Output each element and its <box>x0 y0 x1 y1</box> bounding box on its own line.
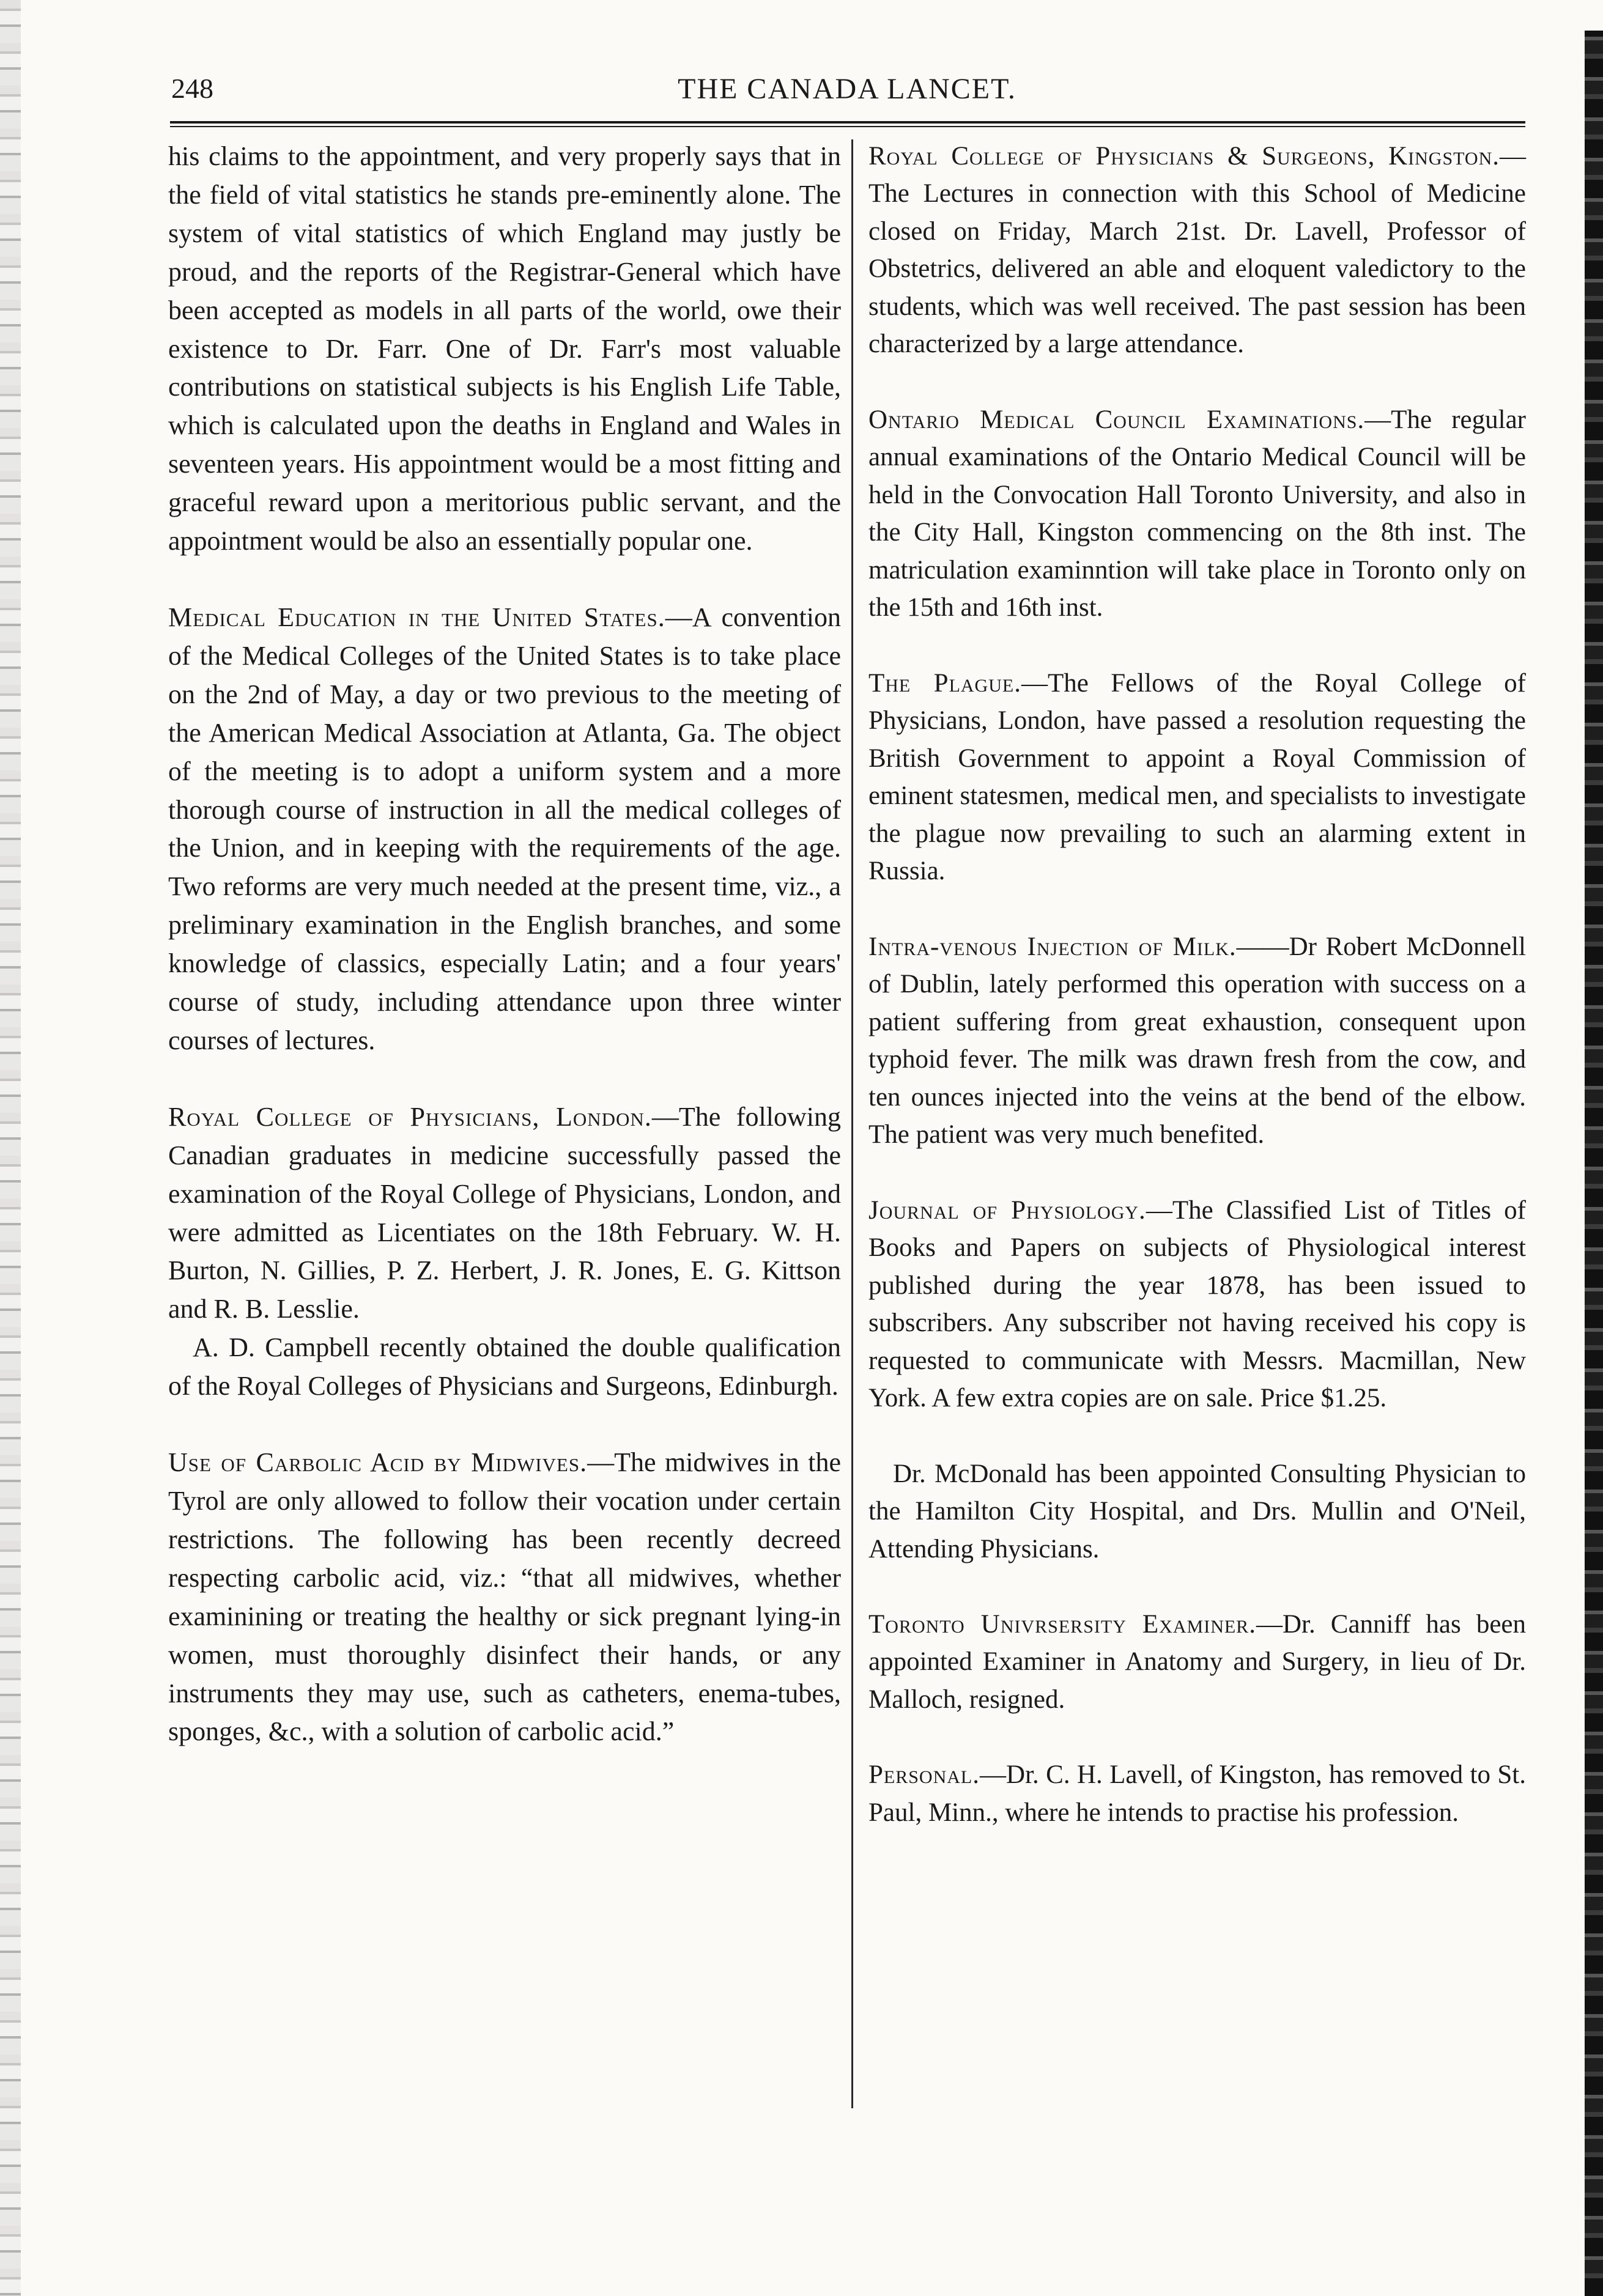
article-body: —The Lectures in connection with this School of Medicine closed on Friday, March 21st. Dr. Lavell, Professor of Obstetrics, delivered an able and eloquent valedictory to the students, which was well received. The past session has been characterized by a large attendance. <box>868 142 1526 359</box>
column-divider <box>851 139 853 2108</box>
article-body: —The regular annual examinations of the Ontario Medical Council will be held in the Convocation Hall Toronto University, and also in the City Hall, Kingston commencing on the 8th inst. The matriculation examinntion will take place in Toronto only on the 15th and 16th inst. <box>868 405 1526 622</box>
running-header <box>171 72 1523 115</box>
article-body: —A convention of the Medical Colleges of the United States is to take place on the 2nd of May, a day or two previous to the meeting of the American Medical Association at Atlanta, Ga. The object of the meeting is to adopt a uniform system and a more thorough course of instruction in all the medical colleges of the Union, and in keeping with the requirements of the age. Two reforms are very much needed at the present time, viz., a preliminary examination in the English branches, and some knowledge of classics, especially Latin; and a four years' course of study, including attendance upon three winter courses of lectures. <box>168 602 841 1055</box>
article-heading: Personal. <box>868 1760 980 1790</box>
article-heading: Ontario Medical Council Examinations. <box>868 405 1365 434</box>
paragraph <box>868 1606 1526 1718</box>
article-body: —Dr. Canniff has been appointed Examiner in Anatomy and Surgery, in lieu of Dr. Malloch, resigned. <box>868 1609 1526 1714</box>
article-royal-college-kingston <box>868 138 1526 363</box>
scan-corner <box>1523 0 1603 31</box>
paragraph <box>868 1192 1526 1417</box>
paragraph <box>868 138 1526 363</box>
paragraph <box>168 1444 841 1751</box>
article-heading: Royal College of Physicians, London. <box>168 1101 652 1132</box>
article-body: —The midwives in the Tyrol are only allowed to follow their vocation under certain restrictions. The following has been recently decreed respecting carbolic acid, viz.: “that all midwives, whether examinining or treating the healthy or sick pregnant lying-in women, must thoroughly disinfect their hands, or any instruments they may use, such as catheters, enema-tubes, sponges, &c., with a solution of carbolic acid.” <box>168 1447 841 1747</box>
article-heading: Use of Carbolic Acid by Midwives. <box>168 1447 588 1478</box>
article-heading: Toronto Univrsersity Examiner. <box>868 1609 1256 1639</box>
paragraph <box>868 401 1526 627</box>
article-personal <box>868 1756 1526 1831</box>
paragraph: his claims to the appointment, and very properly says that in the field of vital statistics he stands pre-eminently alone. The system of vital statistics of which England may justly be proud, and the reports of the Registrar-General which have been accepted as models in all parts of the world, owe their existence to Dr. Farr. One of Dr. Farr's most valuable contributions on statistical subjects is his English Life Table, which is calculated upon the deaths in England and Wales in seventeen years. His appointment would be a most fitting and graceful reward upon a meritorious public servant, and the appointment would be also an essentially popular one. <box>168 141 841 556</box>
header-rule-thin <box>170 126 1525 127</box>
header-rule <box>170 121 1525 124</box>
paragraph: A. D. Campbell recently obtained the double qualification of the Royal Colleges of Physicians and Surgeons, Edinburgh. <box>168 1332 841 1401</box>
article-medical-education <box>168 599 841 1060</box>
article-farr-continued <box>168 138 841 561</box>
article-journal-physiology <box>868 1192 1526 1417</box>
left-column <box>168 138 841 1789</box>
article-royal-college-london <box>168 1098 841 1406</box>
paragraph <box>168 1098 841 1329</box>
paragraph <box>168 599 841 1060</box>
article-ontario-council <box>868 401 1526 627</box>
article-heading: Royal College of Physicians & Surgeons, Kingston. <box>868 142 1500 171</box>
article-heading: Journal of Physiology. <box>868 1195 1146 1225</box>
paragraph: Dr. McDonald has been appointed Consulting Physician to the Hamilton City Hospital, and Drs. Mullin and O'Neil, Attending Physicians. <box>868 1459 1526 1563</box>
article-milk-injection <box>868 928 1526 1154</box>
article-plague <box>868 665 1526 890</box>
right-column <box>868 138 1526 1869</box>
article-body: —The Fellows of the Royal College of Physicians, London, have passed a resolution requesting the British Government to appoint a Royal Commission of eminent statesmen, medical men, and specialists to investigate the plague now prevailing to such an alarming extent in Russia. <box>868 668 1526 886</box>
scan-right-edge <box>1585 0 1603 2296</box>
paragraph <box>868 928 1526 1154</box>
article-body: —The Classified List of Titles of Books and Papers on subjects of Physiological interest published during the year 1878, has been issued to subscribers. Any subscriber not having received his copy is requested to communicate with Messrs. Macmillan, New York. A few extra copies are on sale. Price $1.25. <box>868 1195 1527 1413</box>
article-heading: The Plague. <box>868 668 1021 698</box>
article-body: —Dr. C. H. Lavell, of Kingston, has removed to St. Paul, Minn., where he intends to practise his profession. <box>868 1760 1526 1827</box>
article-heading: Medical Education in the United States. <box>168 602 665 632</box>
article-body: ——Dr Robert McDonnell of Dublin, lately performed this operation with success on a patient suffering from great exhaustion, consequent upon typhoid fever. The milk was drawn fresh from the cow, and ten ounces injected into the veins at the bend of the elbow. The patient was very much benefited. <box>868 932 1526 1150</box>
article-carbolic-acid <box>168 1444 841 1751</box>
article-mcdonald <box>868 1455 1526 1568</box>
scan-left-edge <box>0 0 21 2296</box>
journal-title: THE CANADA LANCET. <box>678 73 1016 105</box>
page-number: 248 <box>171 73 213 104</box>
article-heading: Intra-venous Injection of Milk. <box>868 932 1237 961</box>
article-body: —The following Canadian graduates in medicine successfully passed the examination of the Royal College of Physicians, London, and were admitted as Licentiates on the 18th February. W. H. Burton, N. Gillies, P. Z. Herbert, J. R. Jones, E. G. Kittson and R. B. Lesslie. <box>168 1101 842 1324</box>
article-toronto-examiner <box>868 1606 1526 1718</box>
paragraph <box>868 1756 1526 1831</box>
paragraph <box>868 665 1526 890</box>
